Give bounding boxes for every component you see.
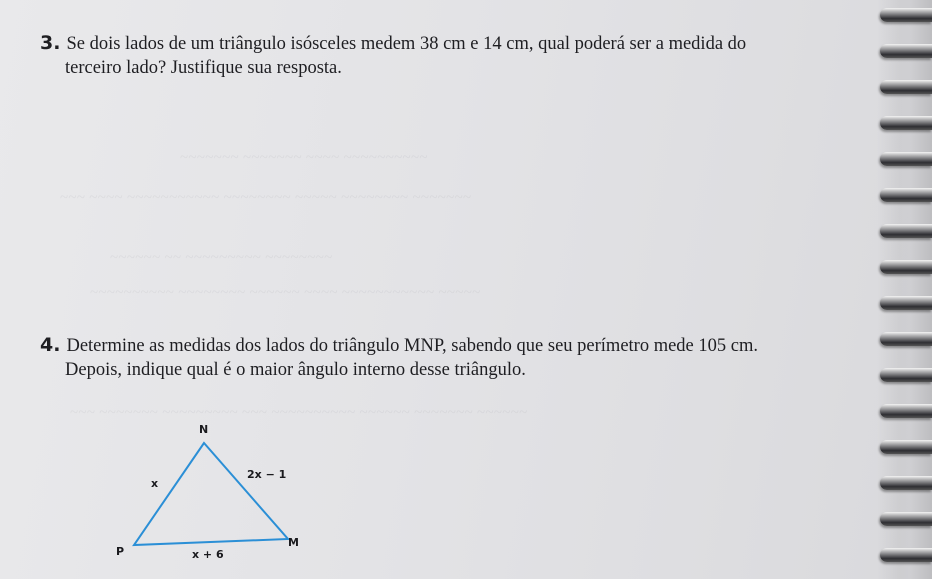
question-4	[40, 333, 890, 382]
binding-ring	[880, 80, 932, 94]
question-3-line-1: Se dois lados de um triângulo isósceles medem 38 cm e 14 cm, qual poderá ser a medida do	[66, 34, 747, 54]
spiral-binding	[877, 0, 932, 579]
binding-ring	[880, 188, 932, 202]
binding-ring	[880, 368, 932, 382]
question-4-line-1: Determine as medidas dos lados do triângulo MNP, sabendo que seu perímetro mede 105 cm.	[66, 336, 758, 356]
show-through-text: ~~~ ~~~~ ~~~~~~~~~~~ ~~~~~~~~ ~~~~~ ~~~~~~~~ ~~~~~~~	[60, 190, 472, 206]
side-label-pm: x + 6	[192, 548, 224, 561]
binding-ring	[880, 476, 932, 490]
binding-ring	[880, 260, 932, 274]
triangle-outline	[134, 443, 288, 545]
binding-ring	[880, 548, 932, 562]
side-label-nm: 2x − 1	[247, 468, 287, 481]
show-through-text: ~~~~~~~ ~~~~~~~ ~~~~ ~~~~~~~~~~	[180, 150, 428, 166]
question-3-number: 3.	[40, 32, 61, 54]
question-4-line-2: Depois, indique qual é o maior ângulo interno desse triângulo.	[65, 360, 526, 380]
binding-ring	[880, 296, 932, 310]
triangle-svg	[110, 415, 310, 565]
vertex-label-p: P	[116, 545, 125, 558]
vertex-label-n: N	[199, 423, 209, 436]
binding-ring	[880, 512, 932, 526]
binding-ring	[880, 116, 932, 130]
binding-ring	[880, 332, 932, 346]
binding-ring	[880, 8, 932, 22]
question-3-line-2: terceiro lado? Justifique sua resposta.	[65, 58, 342, 78]
question-3	[40, 31, 890, 80]
side-label-np: x	[151, 477, 159, 490]
binding-ring	[880, 224, 932, 238]
show-through-text: ~~~ ~~~~~~~ ~~~~~~~~~ ~~~ ~~~~~~~~~~ ~~~~~~ ~~~~~~~ ~~~~~~	[70, 405, 528, 421]
binding-ring	[880, 152, 932, 166]
binding-ring	[880, 44, 932, 58]
triangle-mnp-figure	[110, 415, 310, 565]
vertex-label-m: M	[288, 536, 299, 549]
question-4-number: 4.	[40, 334, 61, 356]
binding-ring	[880, 440, 932, 454]
show-through-text: ~~~~~~ ~~ ~~~~~~~~~ ~~~~~~~~	[110, 250, 333, 266]
binding-ring	[880, 404, 932, 418]
show-through-text: ~~~~~~~~~~ ~~~~~~~~ ~~~~~~ ~~~~ ~~~~~~~~~~~ ~~~~~	[90, 285, 481, 301]
